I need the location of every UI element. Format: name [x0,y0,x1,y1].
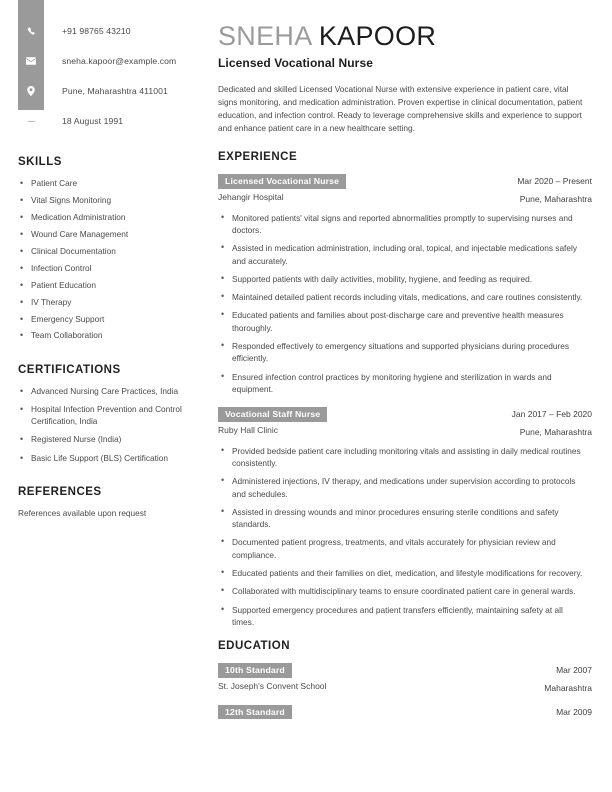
list-item: • Patient Care [18,178,200,189]
list-item: • Emergency Support [18,314,200,325]
job-title-badge: Licensed Vocational Nurse [218,174,346,189]
list-item: • Medication Administration [18,212,200,223]
list-item: • IV Therapy [18,297,200,308]
certifications-list [18,386,200,464]
experience-entry [218,407,592,438]
education-title-badge: 12th Standard [218,705,292,720]
education-organization: St. Joseph's Convent School [218,680,327,691]
skills-list [18,178,200,342]
list-item: • Educated patients and their families on diet, medication, and lifestyle modifications for recovery. [218,567,586,579]
list-item: • Registered Nurse (India) [18,434,200,445]
list-item: • Hospital Infection Prevention and Control Certification, India [18,404,200,427]
list-item: • Collaborated with multidisciplinary teams to ensure coordinated patient care in general wards. [218,585,586,597]
education-heading: EDUCATION [218,640,291,653]
job-location: Pune, Maharashtra [519,193,592,204]
list-item: • Patient Education [18,280,200,291]
phone-icon [18,18,44,44]
calendar-icon [18,108,44,134]
experience-entry [218,174,592,205]
experience-heading: EXPERIENCE [218,151,298,164]
contact-item-email [18,48,200,74]
job-dates: Mar 2020 – Present [517,176,592,187]
list-item: • Supported patients with daily activities, mobility, hygiene, and feeding as required. [218,273,586,285]
contact-birthdate-text: 18 August 1991 [62,116,124,126]
contact-phone-text: +91 98765 43210 [62,26,131,36]
education-title-badge: 10th Standard [218,663,292,678]
references-heading: REFERENCES [18,486,102,499]
main-content [218,0,592,730]
references-text: References available upon request [18,508,147,519]
job-organization: Ruby Hall Clinic [218,424,278,435]
list-item: • Provided bedside patient care including monitoring vitals and assisting in daily medical routines consistently. [218,445,586,470]
contact-list [18,0,200,134]
contact-location-text: Pune, Maharashtra 411001 [62,86,168,96]
list-item: • Assisted in dressing wounds and minor procedures ensuring sterile conditions and safety standards. [218,506,586,531]
list-item: • Assisted in medication administration, including oral, topical, and injectable medications safely and accurately. [218,242,586,267]
experience-bullets [218,212,592,395]
job-organization: Jehangir Hospital [218,191,284,202]
list-item: • Documented patient progress, treatments, and vitals accurately for physician review and compliance. [218,536,586,561]
list-item: • Educated patients and families about post-discharge care and preventive health measures thoroughly. [218,309,586,334]
last-name: KAPOOR [318,21,437,51]
list-item: • Clinical Documentation [18,246,200,257]
education-dates: Mar 2007 [556,665,592,676]
location-pin-icon [18,78,44,104]
experience-bullets [218,445,592,628]
list-item: • Advanced Nursing Care Practices, India [18,386,200,397]
list-item: • Maintained detailed patient records including vitals, medications, and care routines consistently. [218,291,586,303]
list-item: • Vital Signs Monitoring [18,195,200,206]
skills-heading: SKILLS [18,156,62,168]
list-item: • Monitored patients' vital signs and reported abnormalities promptly to supervising nurses and doctors. [218,212,586,237]
education-entry [218,663,592,694]
contact-item-phone [18,18,200,44]
contact-email-text: sneha.kapoor@example.com [62,56,177,66]
certifications-heading: CERTIFICATIONS [18,363,121,376]
first-name: SNEHA [218,21,312,51]
list-item: • Supported emergency procedures and patient transfers efficiently, maintaining safety at all times. [218,604,586,629]
education-dates: Mar 2009 [556,706,592,717]
list-item: • Team Collaboration [18,330,200,341]
job-location: Pune, Maharashtra [519,426,592,437]
envelope-icon [18,48,44,74]
list-item: • Responded effectively to emergency situations and supported physicians during procedures efficiently. [218,340,586,365]
list-item: • Wound Care Management [18,229,200,240]
education-entry [218,705,592,720]
page-title [218,22,592,52]
job-dates: Jan 2017 – Feb 2020 [511,409,592,420]
list-item: • Infection Control [18,263,200,274]
left-sidebar [0,0,210,792]
contact-item-birthdate [18,108,200,134]
contact-item-location [18,78,200,104]
headline-job-title: Licensed Vocational Nurse [218,55,373,70]
job-title-badge: Vocational Staff Nurse [218,407,327,422]
list-item: • Administered injections, IV therapy, and medications under supervision according to protocols and schedules. [218,475,586,500]
education-location: Maharashtra [544,682,592,693]
profile-summary: Dedicated and skilled Licensed Vocational Nurse with extensive experience in patient care, vital signs monitoring, and medication administration. Proven expertise in clinical documentation, patient education, and infection control. Ready to leverage comprehensive skills and experience to support and enhance patient care in a new healthcare setting. [218,83,583,133]
list-item: • Basic Life Support (BLS) Certification [18,453,200,464]
list-item: • Ensured infection control practices by monitoring hygiene and sterilization in wards and equipment. [218,371,586,396]
